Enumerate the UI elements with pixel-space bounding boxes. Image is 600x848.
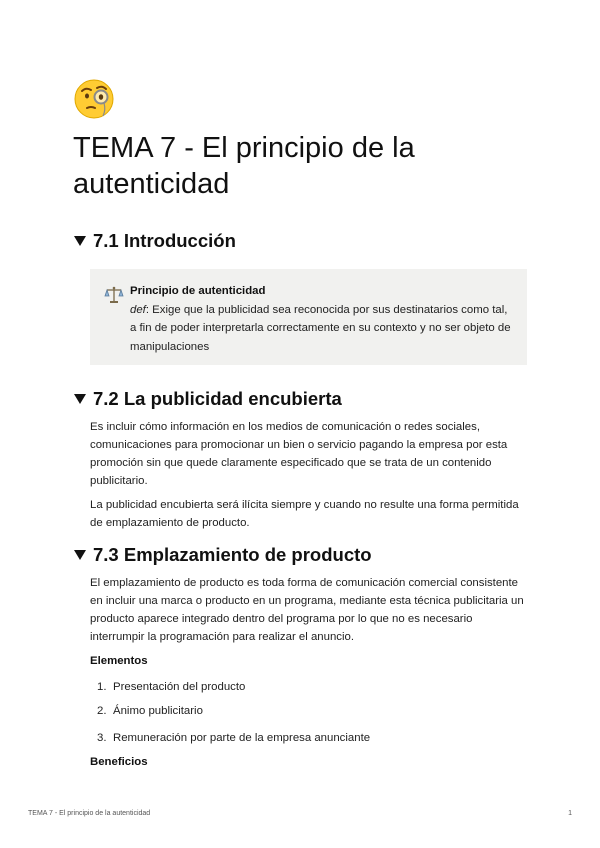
balance-scale-icon <box>104 285 130 365</box>
numbered-list <box>90 678 527 747</box>
section-heading-7-2[interactable] <box>73 387 527 411</box>
page-title: TEMA 7 - El principio de la autenticidad <box>73 132 415 200</box>
list-item <box>90 702 527 720</box>
toggle-triangle-icon[interactable] <box>74 236 86 246</box>
page-number: 1 <box>568 810 572 817</box>
section-heading-7-3[interactable] <box>73 543 527 567</box>
paragraph: El emplazamiento de producto es toda forma de comunicación comercial consistente en incluir una marca o producto en un programa, mediante esta técnica publicitaria un producto aparece integrado dentro del programa por lo que no es necesario interrumpir la programación para realizar el anuncio. <box>90 577 524 643</box>
section-body <box>90 418 527 532</box>
section-body <box>90 574 527 771</box>
page-content <box>73 78 527 771</box>
list-item <box>90 678 527 696</box>
face-with-monocle-icon <box>73 78 527 120</box>
footer-title: TEMA 7 - El principio de la autenticidad <box>28 810 151 817</box>
section-heading-label: 7.2 La publicidad encubierta <box>93 388 342 409</box>
toggle-triangle-icon[interactable] <box>74 550 86 560</box>
subheading-beneficios: Beneficios <box>90 756 148 768</box>
def-label: def <box>130 303 146 316</box>
section-heading-label: 7.3 Emplazamiento de producto <box>93 544 372 565</box>
list-number: 2. <box>97 705 107 717</box>
callout-box <box>90 269 527 365</box>
callout-body <box>130 301 515 357</box>
list-item-text: Ánimo publicitario <box>113 705 203 717</box>
section-heading-7-1[interactable] <box>73 229 527 253</box>
paragraph: Es incluir cómo información en los medios de comunicación o redes sociales, comunicaciones para promocionar un bien o servicio pagando la empresa por esta promoción sin que quede claramente especificado que se trata de un contenido publicitario. <box>90 421 508 487</box>
list-item-text: Remuneración por parte de la empresa anunciante <box>113 732 371 744</box>
paragraph: La publicidad encubierta será ilícita siempre y cuando no resulte una forma permitida de emplazamiento de producto. <box>90 499 519 529</box>
section-heading-label: 7.1 Introducción <box>93 230 236 251</box>
subheading-elementos: Elementos <box>90 655 148 667</box>
callout-title: Principio de autenticidad <box>130 285 266 297</box>
list-number: 1. <box>97 681 107 693</box>
list-number: 3. <box>97 732 107 744</box>
callout-text: : Exige que la publicidad sea reconocida por sus destinatarios como tal, a fin de poder interpretarla correctamente en su contexto y no ser objeto de manipulaciones <box>130 303 511 353</box>
page-footer <box>28 810 572 817</box>
list-item-text: Presentación del producto <box>113 681 246 693</box>
list-item <box>90 729 527 747</box>
toggle-triangle-icon[interactable] <box>74 394 86 404</box>
